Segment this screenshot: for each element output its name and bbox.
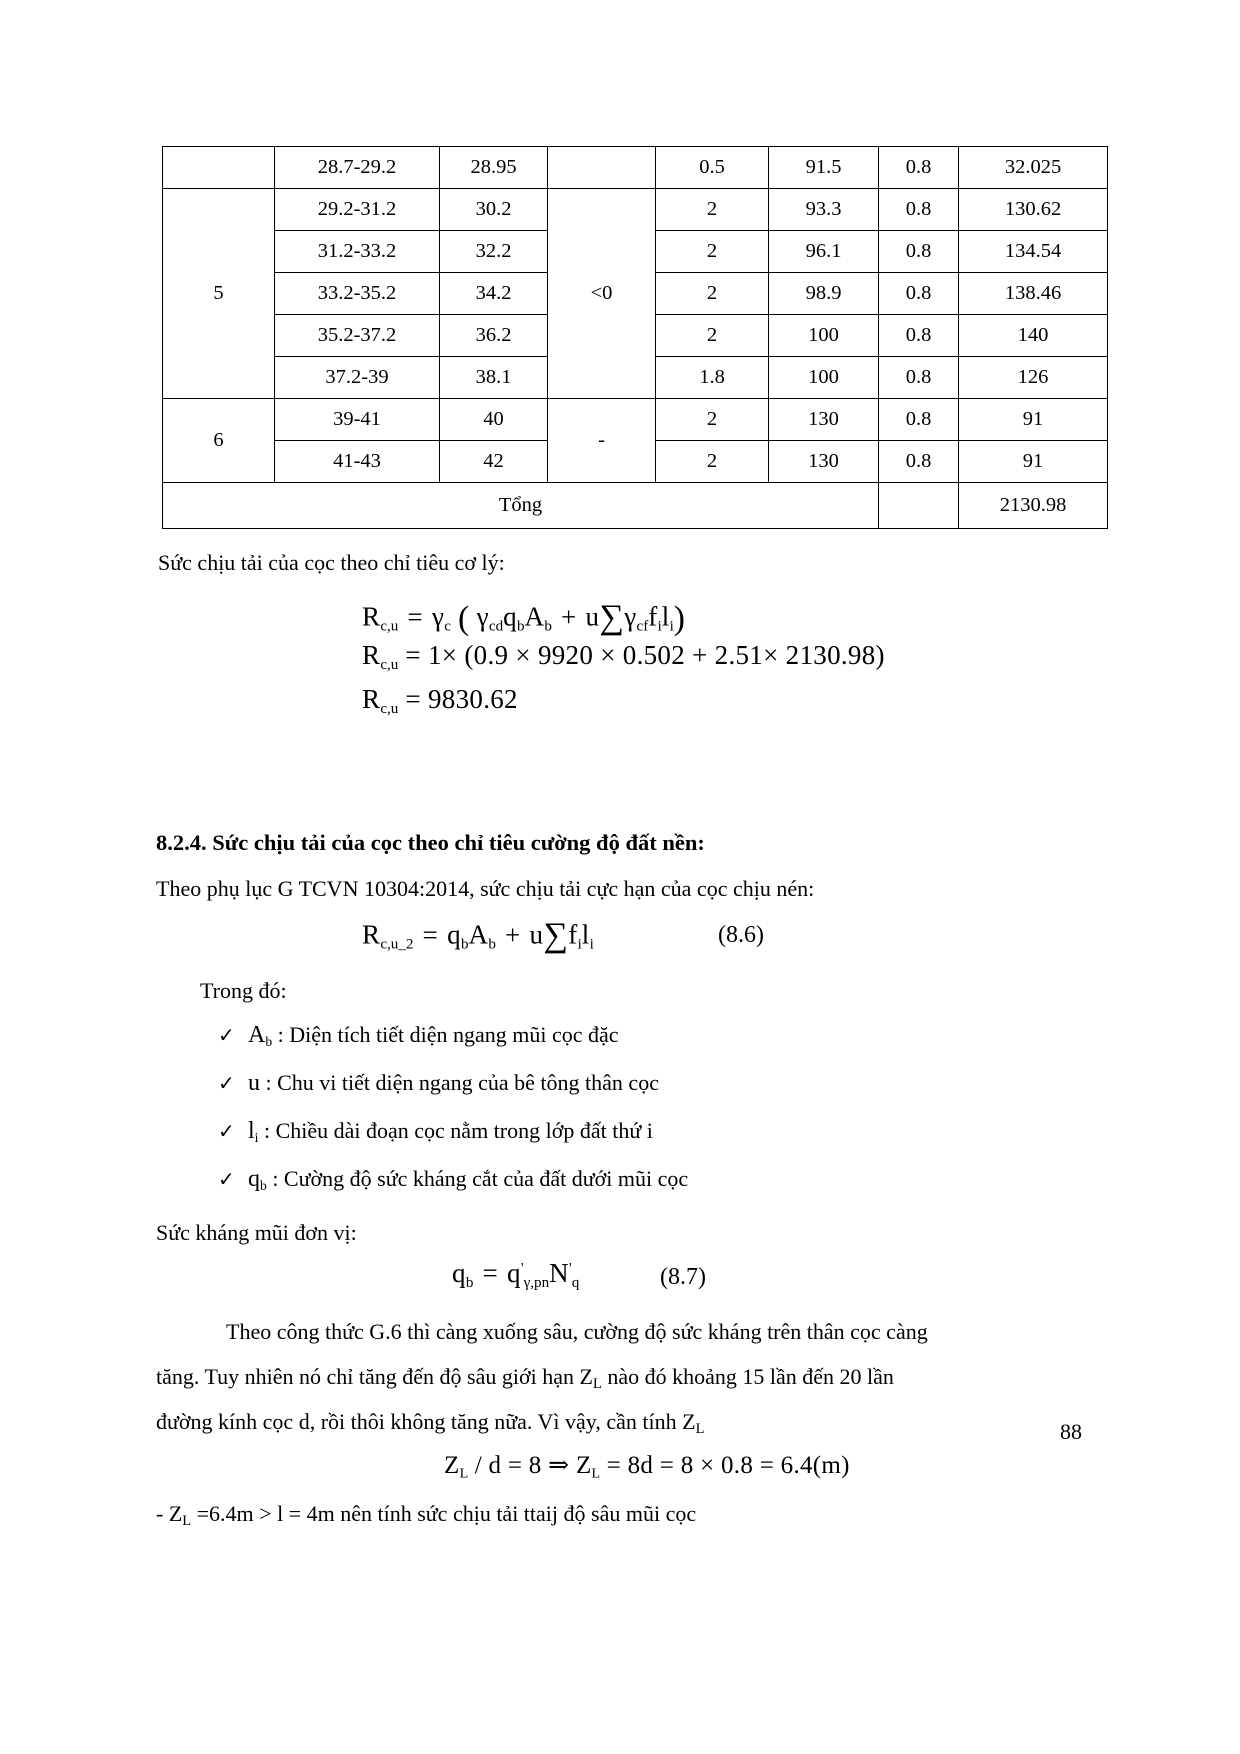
cell-depth-range: 41-43 xyxy=(275,441,440,483)
formula-gamma-cd: γ xyxy=(476,601,489,632)
paragraph-g6-line2-b: nào đó khoảng 15 lần đến 20 lần xyxy=(601,1364,894,1389)
bullet-text: : Diện tích tiết diện ngang mũi cọc đặc xyxy=(272,1022,619,1047)
cell-gamma-cf: 0.8 xyxy=(879,147,959,189)
cell-total-blank xyxy=(879,483,959,529)
formula-86-li-sub: i xyxy=(589,936,594,953)
formula-86-qb: q xyxy=(447,919,461,950)
formula-plus: + xyxy=(560,601,577,632)
bullet-symbol: u xyxy=(248,1070,260,1096)
formula-zl-a: Z xyxy=(444,1452,460,1479)
checkmark-icon: ✓ xyxy=(218,1121,235,1143)
formula-rcu3-lhs: R xyxy=(362,684,381,714)
formula-87-lhs: q xyxy=(452,1258,466,1288)
cell-li: 2 xyxy=(656,441,769,483)
formula-86-li: l xyxy=(581,919,590,950)
formula-Ab: A xyxy=(524,601,545,632)
cell-product: 91 xyxy=(959,441,1108,483)
cell-mid-depth: 30.2 xyxy=(440,189,548,231)
formula-open-paren: ( xyxy=(458,599,470,637)
formula-86-u: u xyxy=(529,919,544,950)
cell-mid-depth: 28.95 xyxy=(440,147,548,189)
bullet-text: : Chu vi tiết diện ngang của bê tông thân cọc xyxy=(260,1070,659,1095)
bullet-symbol: A xyxy=(248,1022,266,1048)
cell-il xyxy=(548,147,656,189)
line-trong-do: Trong đó: xyxy=(200,978,287,1003)
checkmark-icon: ✓ xyxy=(218,1025,235,1047)
formula-87-lhs-sub: b xyxy=(465,1274,474,1291)
cell-fi: 91.5 xyxy=(769,147,879,189)
formula-86-Ab: A xyxy=(468,919,489,950)
page-number: 88 xyxy=(1060,1419,1082,1444)
cell-product: 130.62 xyxy=(959,189,1108,231)
formula-86-Ab-sub: b xyxy=(488,936,496,953)
formula-rcu-lhs-sub: c,u xyxy=(380,618,399,635)
formula-86-plus: + xyxy=(504,919,521,950)
table-row xyxy=(163,399,1108,441)
cell-depth-range: 28.7-29.2 xyxy=(275,147,440,189)
cell-il: <0 xyxy=(548,189,656,399)
cell-mid-depth: 32.2 xyxy=(440,231,548,273)
cell-li: 1.8 xyxy=(656,357,769,399)
bullet-symbol: l xyxy=(248,1118,255,1144)
formula-rcu-lhs: R xyxy=(362,601,381,632)
checkmark-icon: ✓ xyxy=(218,1073,235,1095)
formula-rcu2-lhs-sub: c,u xyxy=(380,656,399,673)
cell-product: 140 xyxy=(959,315,1108,357)
cell-gamma-cf: 0.8 xyxy=(879,357,959,399)
formula-rcu2-lhs: R xyxy=(362,640,381,670)
formula-rcu-equals: = xyxy=(407,601,423,632)
cell-li: 2 xyxy=(656,189,769,231)
cell-mid-depth: 34.2 xyxy=(440,273,548,315)
cell-product: 32.025 xyxy=(959,147,1108,189)
cell-li: 2 xyxy=(656,231,769,273)
formula-sum-icon: ∑ xyxy=(599,598,625,636)
cell-mid-depth: 36.2 xyxy=(440,315,548,357)
formula-rcu2-body: = 1× (0.9 × 9920 × 0.502 + 2.51× 2130.98) xyxy=(405,640,885,670)
cell-depth-range: 37.2-39 xyxy=(275,357,440,399)
cell-product: 134.54 xyxy=(959,231,1108,273)
cell-product: 91 xyxy=(959,399,1108,441)
line-zl-note xyxy=(156,1497,696,1533)
formula-8-6 xyxy=(362,916,594,955)
formula-zl xyxy=(444,1450,850,1482)
formula-fi: f xyxy=(648,601,658,632)
equation-number-8-6: (8.6) xyxy=(718,922,764,948)
line-zl-note-b: =6.4m > l = 4m nên tính sức chịu tải ttaij độ sâu mũi cọc xyxy=(191,1501,697,1526)
formula-8-7 xyxy=(452,1258,579,1292)
formula-rcu3-body: = 9830.62 xyxy=(405,684,518,714)
cell-mid-depth: 40 xyxy=(440,399,548,441)
cell-fi: 130 xyxy=(769,441,879,483)
cell-total-label: Tổng xyxy=(163,483,879,529)
formula-zl-a-sub: L xyxy=(459,1466,469,1482)
paragraph-g6-line3-a: đường kính cọc d, rồi thôi không tăng nữa. Vì vậy, cần tính Z xyxy=(156,1409,696,1434)
bullet-symbol: q xyxy=(248,1166,260,1192)
list-item-li xyxy=(218,1118,653,1146)
line-suc-khang-mui: Sức kháng mũi đơn vị: xyxy=(156,1220,357,1245)
cell-gamma-cf: 0.8 xyxy=(879,189,959,231)
cell-gamma-cf: 0.8 xyxy=(879,399,959,441)
cell-product: 138.46 xyxy=(959,273,1108,315)
cell-gamma-cf: 0.8 xyxy=(879,231,959,273)
formula-86-sum-icon: ∑ xyxy=(543,916,569,954)
formula-fi-sub: i xyxy=(657,618,662,635)
formula-86-equals: = xyxy=(422,919,439,950)
paragraph-g6-line1: Theo công thức G.6 thì càng xuống sâu, cường độ sức kháng trên thân cọc càng xyxy=(226,1319,928,1344)
cell-depth-range: 31.2-33.2 xyxy=(275,231,440,273)
table-row xyxy=(163,147,1108,189)
bullet-symbol-sub: b xyxy=(265,1034,273,1050)
formula-rcu-definition xyxy=(362,598,685,638)
cell-gamma-cf: 0.8 xyxy=(879,273,959,315)
line-zl-note-a: - Z xyxy=(156,1501,183,1526)
formula-86-lhs: R xyxy=(362,919,381,950)
cell-li: 2 xyxy=(656,399,769,441)
formula-zl-b-sub: L xyxy=(591,1466,601,1482)
formula-qb-sub: b xyxy=(516,618,525,635)
list-item-Ab xyxy=(218,1022,619,1050)
cell-fi: 100 xyxy=(769,315,879,357)
cell-li: 2 xyxy=(656,273,769,315)
pile-friction-table xyxy=(162,146,1108,529)
formula-87-N-prime: ' xyxy=(568,1260,572,1277)
bullet-text: : Cường độ sức kháng cắt của đất dưới mũi cọc xyxy=(266,1166,689,1191)
bullet-symbol-sub: i xyxy=(254,1130,259,1146)
formula-rcu3-lhs-sub: c,u xyxy=(380,700,399,717)
cell-gamma-cf: 0.8 xyxy=(879,315,959,357)
cell-total-value: 2130.98 xyxy=(959,483,1108,529)
formula-gamma-c-sub: c xyxy=(444,618,451,635)
heading-8-2-4: 8.2.4. Sức chịu tải của cọc theo chỉ tiêu cường độ đất nền: xyxy=(156,830,705,855)
cell-layer: 6 xyxy=(163,399,275,483)
line-zl-note-sub: L xyxy=(182,1513,192,1530)
formula-Ab-sub: b xyxy=(544,618,552,635)
formula-li: l xyxy=(661,601,670,632)
cell-fi: 96.1 xyxy=(769,231,879,273)
formula-87-N: N xyxy=(549,1258,569,1288)
list-item-u xyxy=(218,1070,659,1098)
paragraph-g6-line2 xyxy=(156,1360,894,1396)
table-row xyxy=(163,189,1108,231)
cell-fi: 100 xyxy=(769,357,879,399)
cell-fi: 98.9 xyxy=(769,273,879,315)
formula-87-N-sub: q xyxy=(571,1274,580,1291)
pile-friction-table-container xyxy=(162,146,1067,529)
formula-86-fi-sub: i xyxy=(577,936,582,953)
table-total-row xyxy=(163,483,1108,529)
cell-layer xyxy=(163,147,275,189)
formula-gamma-cf: γ xyxy=(624,601,637,632)
cell-li: 0.5 xyxy=(656,147,769,189)
formula-zl-c: = 8d = 8 × 0.8 = 6.4(m) xyxy=(606,1452,850,1479)
paragraph-g6-line3-sub: L xyxy=(695,1421,705,1438)
bullet-symbol-sub: b xyxy=(260,1178,267,1194)
list-item-qb xyxy=(218,1166,688,1194)
cell-fi: 130 xyxy=(769,399,879,441)
formula-87-rhs-prime: ' xyxy=(520,1260,524,1277)
equation-number-8-7: (8.7) xyxy=(660,1264,706,1290)
bullet-text: : Chiều dài đoạn cọc nằm trong lớp đất thứ i xyxy=(258,1118,653,1143)
formula-close-paren: ) xyxy=(673,599,686,637)
cell-layer: 5 xyxy=(163,189,275,399)
formula-u: u xyxy=(585,601,600,632)
paragraph-g6-line2-a: tăng. Tuy nhiên nó chỉ tăng đến độ sâu giới hạn Z xyxy=(156,1364,593,1389)
cell-mid-depth: 42 xyxy=(440,441,548,483)
formula-86-lhs-sub: c,u_2 xyxy=(380,936,414,953)
cell-il: - xyxy=(548,399,656,483)
cell-depth-range: 39-41 xyxy=(275,399,440,441)
formula-gamma-c: γ xyxy=(432,601,445,632)
formula-qb: q xyxy=(503,601,517,632)
paragraph-g6-line2-sub: L xyxy=(592,1376,602,1393)
cell-gamma-cf: 0.8 xyxy=(879,441,959,483)
formula-gamma-cf-sub: cf xyxy=(636,618,649,635)
line-suc-chiu-tai-co-ly: Sức chịu tải của cọc theo chỉ tiêu cơ lý: xyxy=(158,550,505,575)
formula-li-sub: i xyxy=(669,618,674,635)
checkmark-icon: ✓ xyxy=(218,1169,235,1191)
formula-86-qb-sub: b xyxy=(460,936,469,953)
cell-product: 126 xyxy=(959,357,1108,399)
cell-depth-range: 29.2-31.2 xyxy=(275,189,440,231)
line-theo-phu-luc: Theo phụ lục G TCVN 10304:2014, sức chịu tải cực hạn của cọc chịu nén: xyxy=(156,876,815,901)
formula-87-rhs-sub: γ,pn xyxy=(523,1274,550,1291)
cell-depth-range: 35.2-37.2 xyxy=(275,315,440,357)
formula-zl-b: / d = 8 ⇒ Z xyxy=(474,1452,592,1479)
paragraph-g6-line3 xyxy=(156,1405,704,1441)
formula-86-fi: f xyxy=(568,919,578,950)
formula-rcu-result xyxy=(362,684,518,718)
cell-depth-range: 33.2-35.2 xyxy=(275,273,440,315)
formula-rcu-numeric xyxy=(362,640,885,674)
formula-87-equals: = xyxy=(482,1258,498,1288)
formula-gamma-cd-sub: cd xyxy=(488,618,504,635)
formula-87-rhs: q xyxy=(507,1258,521,1288)
cell-li: 2 xyxy=(656,315,769,357)
cell-mid-depth: 38.1 xyxy=(440,357,548,399)
cell-fi: 93.3 xyxy=(769,189,879,231)
